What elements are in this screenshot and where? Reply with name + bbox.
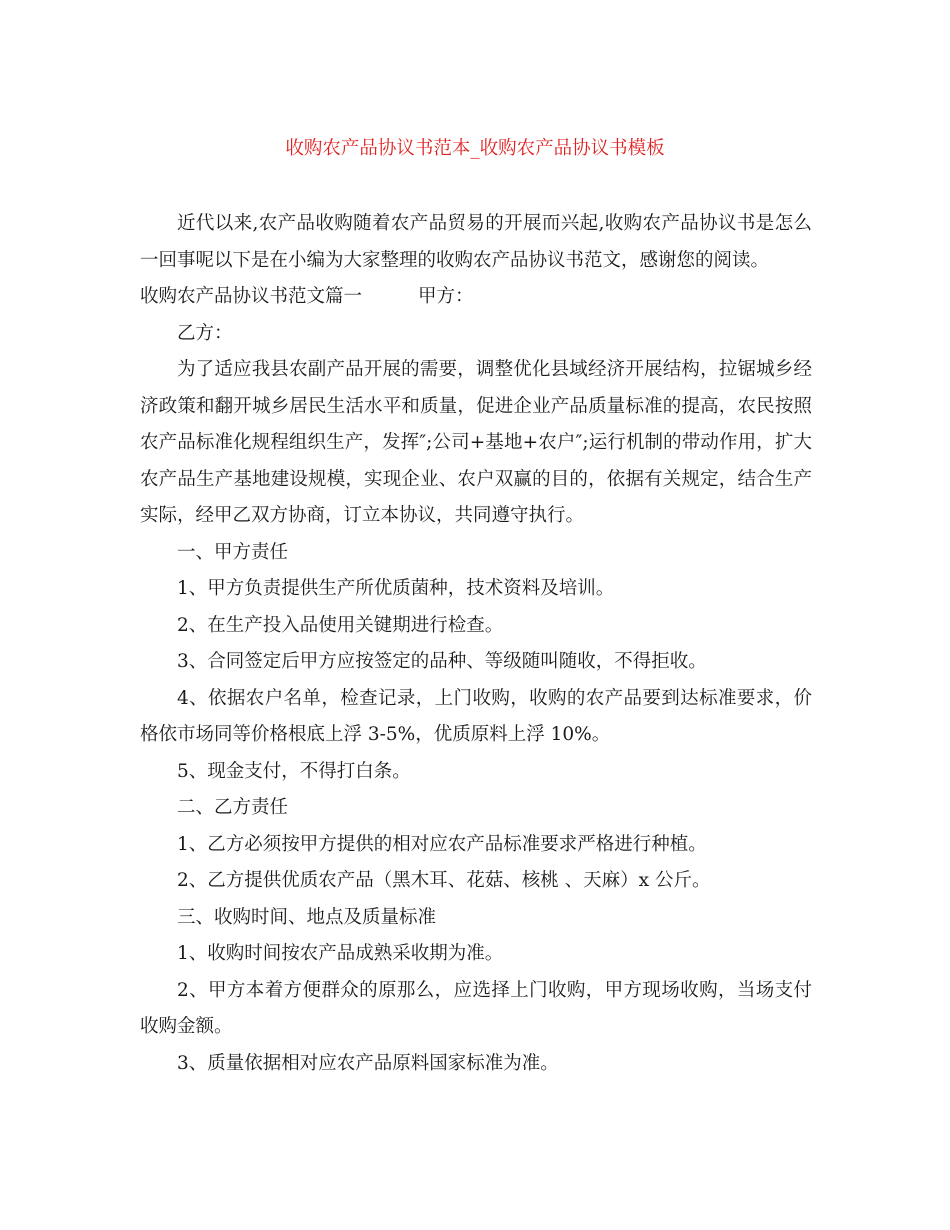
party-b-label: 乙方： — [177, 322, 233, 344]
clause-item: 1、收购时间按农产品成熟采收期为准。 — [177, 943, 504, 964]
document-body — [140, 206, 812, 1082]
clause-item: 1、甲方负责提供生产所优质菌种，技术资料及培训。 — [177, 578, 615, 599]
section-heading: 二、乙方责任 — [177, 797, 289, 818]
clause-item: 2、在生产投入品使用关键期进行检查。 — [177, 614, 504, 636]
sample-heading: 收购农产品协议书范文篇一 — [140, 286, 363, 307]
clause-item: 5、现金支付，不得打白条。 — [177, 760, 411, 782]
clause-item: 3、合同签定后甲方应按签定的品种、等级随叫随收，不得拒收。 — [177, 651, 707, 672]
preamble-paragraph: 为了适应我县农副产品开展的需要，调整优化县域经济开展结构，拉锯城乡经济政策和翻开城乡居民生活水平和质量，促进企业产品质量标准的提高，农民按照农产品标准化规程组织生产，发挥″;公司+基地+农户″;运行机制的带动作用，扩大农产品生产基地建设规模，实现企业、农户双赢的目的，依据有关规定，结合生产实际，经甲乙双方协商，订立本协议，共同遵守执行。 — [140, 359, 812, 526]
section-heading: 三、收购时间、地点及质量标准 — [177, 906, 437, 928]
intro-paragraph: 近代以来,农产品收购随着农产品贸易的开展而兴起,收购农产品协议书是怎么一回事呢以下是在小编为大家整理的收购农产品协议书范文，感谢您的阅读。 — [140, 213, 812, 271]
document-title: 收购农产品协议书范本_收购农产品协议书模板 — [285, 138, 665, 159]
clause-item: 4、依据农户名单，检查记录，上门收购，收购的农产品要到达标准要求，价格依市场同等价格根底上浮 3-5%，优质原料上浮 10%。 — [140, 687, 812, 745]
clause-item: 2、乙方提供优质农产品（黑木耳、花菇、核桃 、天麻）x 公斤。 — [177, 870, 711, 891]
sample-heading-line — [140, 279, 812, 316]
clause-item: 1、乙方必须按甲方提供的相对应农产品标准要求严格进行种植。 — [177, 833, 707, 855]
section-heading: 一、甲方责任 — [177, 541, 289, 563]
party-a-label: 甲方： — [418, 286, 474, 307]
clause-item: 2、甲方本着方便群众的原那么，应选择上门收购，甲方现场收购，当场支付收购金额。 — [140, 979, 812, 1037]
clause-item: 3、质量依据相对应农产品原料国家标准为准。 — [177, 1052, 559, 1074]
